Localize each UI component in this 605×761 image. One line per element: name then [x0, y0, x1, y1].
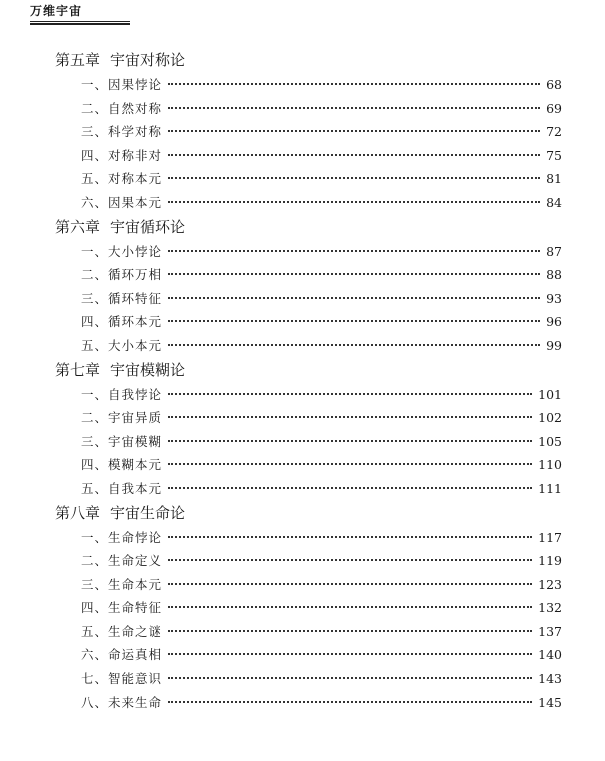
dot-leader: [168, 583, 532, 585]
toc-entry[interactable]: [55, 310, 562, 334]
entry-label: 七、智能意识: [81, 671, 163, 687]
chapter-heading[interactable]: [55, 501, 562, 526]
page-number: 111: [538, 480, 562, 496]
toc-entry[interactable]: [55, 691, 562, 715]
entry-label: 三、生命本元: [81, 576, 163, 592]
dot-leader: [168, 630, 532, 632]
page-number: 72: [546, 124, 562, 140]
chapter-heading[interactable]: [55, 48, 562, 73]
dot-leader: [168, 559, 532, 561]
entry-label: 五、生命之谜: [81, 623, 163, 639]
toc-entry[interactable]: [55, 477, 562, 501]
toc-entry[interactable]: [55, 596, 562, 620]
toc-entry[interactable]: [55, 167, 562, 191]
entry-label: 四、模糊本元: [81, 457, 163, 473]
chapter-title: 宇宙对称论: [110, 51, 186, 69]
toc-entry[interactable]: [55, 643, 562, 667]
entry-label: 四、对称非对: [81, 147, 163, 163]
page-number: 93: [546, 290, 562, 306]
entry-label: 二、生命定义: [81, 553, 163, 569]
entry-label: 八、未来生命: [81, 694, 163, 710]
entry-label: 四、生命特征: [81, 600, 163, 616]
dot-leader: [168, 393, 532, 395]
dot-leader: [168, 416, 532, 418]
page-number: 75: [546, 147, 562, 163]
dot-leader: [168, 107, 540, 109]
dot-leader: [168, 154, 540, 156]
dot-leader: [168, 536, 532, 538]
toc-entry[interactable]: [55, 430, 562, 454]
toc-entry[interactable]: [55, 263, 562, 287]
page-number: 110: [538, 457, 562, 473]
dot-leader: [168, 250, 540, 252]
toc-entry[interactable]: [55, 406, 562, 430]
page-number: 145: [538, 694, 562, 710]
page-number: 102: [538, 410, 562, 426]
header-rule-thick: [30, 23, 130, 25]
table-of-contents: [55, 48, 562, 714]
entry-label: 一、大小悖论: [81, 243, 163, 259]
chapter-number: 第五章: [55, 51, 101, 69]
entry-label: 一、自我悖论: [81, 386, 163, 402]
entry-label: 五、自我本元: [81, 480, 163, 496]
chapter-heading[interactable]: [55, 215, 562, 240]
page-number: 68: [546, 77, 562, 92]
entry-label: 五、大小本元: [81, 337, 163, 353]
dot-leader: [168, 440, 532, 442]
entry-label: 三、循环特征: [81, 290, 163, 306]
entry-label: 一、生命悖论: [81, 529, 163, 545]
dot-leader: [168, 487, 532, 489]
page-number: 81: [546, 171, 562, 187]
page-number: 137: [538, 623, 562, 639]
dot-leader: [168, 83, 540, 85]
page-number: 69: [546, 100, 562, 116]
toc-entry[interactable]: [55, 120, 562, 144]
book-title: 万维宇宙: [30, 4, 83, 18]
toc-entry[interactable]: [55, 453, 562, 477]
dot-leader: [168, 130, 540, 132]
page-number: 88: [546, 267, 562, 283]
entry-label: 四、循环本元: [81, 314, 163, 330]
toc-entry[interactable]: [55, 620, 562, 644]
entry-label: 一、因果悖论: [81, 77, 163, 92]
toc-entry[interactable]: [55, 334, 562, 358]
toc-entry[interactable]: [55, 287, 562, 311]
chapter-title: 宇宙循环论: [110, 217, 186, 236]
dot-leader: [168, 653, 532, 655]
chapter-title: 宇宙生命论: [110, 503, 186, 522]
entry-label: 三、科学对称: [81, 124, 163, 140]
page-number: 99: [546, 337, 562, 353]
entry-label: 二、循环万相: [81, 267, 163, 283]
running-header: [30, 2, 130, 25]
page-number: 96: [546, 314, 562, 330]
dot-leader: [168, 701, 532, 703]
page-number: 132: [538, 600, 562, 616]
toc-entry[interactable]: [55, 383, 562, 407]
header-rule: [30, 21, 130, 22]
dot-leader: [168, 297, 540, 299]
page-number: 87: [546, 243, 562, 259]
page-number: 84: [546, 194, 562, 210]
page-number: 140: [538, 647, 562, 663]
page-number: 105: [538, 433, 562, 449]
entry-label: 二、自然对称: [81, 100, 163, 116]
entry-label: 六、因果本元: [81, 194, 163, 210]
chapter-number: 第六章: [55, 217, 101, 236]
entry-label: 六、命运真相: [81, 647, 163, 663]
chapter-number: 第七章: [55, 360, 101, 379]
toc-entry[interactable]: [55, 573, 562, 597]
dot-leader: [168, 344, 540, 346]
dot-leader: [168, 677, 532, 679]
dot-leader: [168, 201, 540, 203]
dot-leader: [168, 177, 540, 179]
page-number: 143: [538, 671, 562, 687]
entry-label: 二、宇宙异质: [81, 410, 163, 426]
toc-entry[interactable]: [55, 549, 562, 573]
entry-label: 五、对称本元: [81, 171, 163, 187]
toc-entry[interactable]: [55, 191, 562, 215]
toc-entry[interactable]: [55, 97, 562, 121]
dot-leader: [168, 463, 532, 465]
entry-label: 三、宇宙模糊: [81, 433, 163, 449]
toc-entry[interactable]: [55, 240, 562, 264]
page-number: 119: [538, 553, 562, 569]
toc-entry[interactable]: [55, 526, 562, 550]
dot-leader: [168, 606, 532, 608]
page-number: 117: [538, 529, 562, 545]
page-number: 101: [538, 386, 562, 402]
page-number: 123: [538, 576, 562, 592]
dot-leader: [168, 273, 540, 275]
toc-entry[interactable]: [55, 144, 562, 168]
chapter-number: 第八章: [55, 503, 101, 522]
chapter-title: 宇宙模糊论: [110, 360, 186, 379]
toc-entry[interactable]: [55, 73, 562, 97]
toc-entry[interactable]: [55, 667, 562, 691]
chapter-heading[interactable]: [55, 358, 562, 383]
dot-leader: [168, 320, 540, 322]
